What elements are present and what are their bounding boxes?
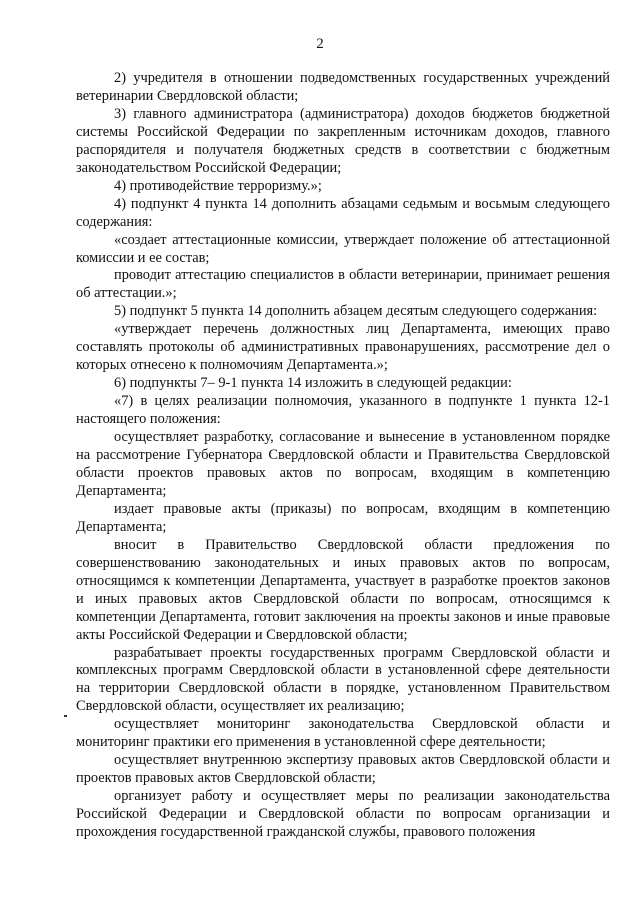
paragraph-item-7-intro: «7) в целях реализации полномочия, указанного в подпункте 1 пункта 12-1 настоящего положения: xyxy=(76,393,610,428)
paragraph-legislative-proposals: вносит в Правительство Свердловской области предложения по совершенствованию законодательных и иных правовых актов по вопросам, относящимся к компетенции Департамента, участвует в разработке проектов законов и иных правовых актов Свердловской области по вопросам, относящимся к компетенции Департамента, готовит заключения на проекты законов и иные правовые акты Российской Федерации и Свердловской области; xyxy=(76,536,610,643)
paragraph-amendment-4: 4) подпункт 4 пункта 14 дополнить абзацами седьмым и восьмым следующего содержания: xyxy=(76,195,610,230)
paragraph-attestation-specialists: проводит аттестацию специалистов в области ветеринарии, принимает решения об аттестации.»; xyxy=(76,267,610,302)
page-number: 2 xyxy=(316,36,324,52)
paragraph-officials-list: «утверждает перечень должностных лиц Департамента, имеющих право составлять протоколы об административных правонарушениях, рассмотрение дел о которых отнесено к полномочиям Департамента.»; xyxy=(76,321,610,374)
paragraph-internal-expertise: осуществляет внутреннюю экспертизу правовых актов Свердловской области и проектов правовых актов Свердловской области; xyxy=(76,752,610,787)
scan-artifact-mark xyxy=(64,715,67,717)
document-body xyxy=(76,70,610,842)
paragraph-amendment-6: 6) подпункты 7– 9-1 пункта 14 изложить в следующей редакции: xyxy=(114,375,512,392)
paragraph-legislation-monitoring: осуществляет мониторинг законодательства Свердловской области и мониторинг практики его применения в установленной сфере деятельности; xyxy=(76,716,610,751)
paragraph-civil-service: организует работу и осуществляет меры по реализации законодательства Российской Федерации и Свердловской области по вопросам организации и прохождения государственной гражданской службы, правового положения xyxy=(76,788,610,841)
paragraph-drafting-acts: осуществляет разработку, согласование и вынесение в установленном порядке на рассмотрение Губернатора Свердловской области и Правительства Свердловской области проектов правовых актов по вопросам, входящим в компетенцию Департамента; xyxy=(76,429,610,499)
paragraph-state-programs: разрабатывает проекты государственных программ Свердловской области и комплексных программ Свердловской области в установленной сфере деятельности на территории Свердловской области в порядке, установленном Правительством Свердловской области, осуществляет их реализацию; xyxy=(76,644,610,715)
paragraph-item-3-revenue-administrator: 3) главного администратора (администратора) доходов бюджетов бюджетной системы Российской Федерации по закрепленным источникам доходов, главного распорядителя и получателя бюджетных средств в соответствии с бюджетным законодательством Российской Федерации; xyxy=(76,105,610,176)
paragraph-issues-orders: издает правовые акты (приказы) по вопросам, входящим в компетенцию Департамента; xyxy=(76,500,610,535)
paragraph-amendment-5: 5) подпункт 5 пункта 14 дополнить абзацем десятым следующего содержания: xyxy=(114,303,598,320)
paragraph-item-4-counter-terrorism: 4) противодействие терроризму.»; xyxy=(114,177,322,194)
paragraph-attestation-commissions: «создает аттестационные комиссии, утверждает положение об аттестационной комиссии и ее состав; xyxy=(76,231,610,266)
paragraph-item-2-founder: 2) учредителя в отношении подведомственных государственных учреждений ветеринарии Свердловской области; xyxy=(76,70,610,104)
